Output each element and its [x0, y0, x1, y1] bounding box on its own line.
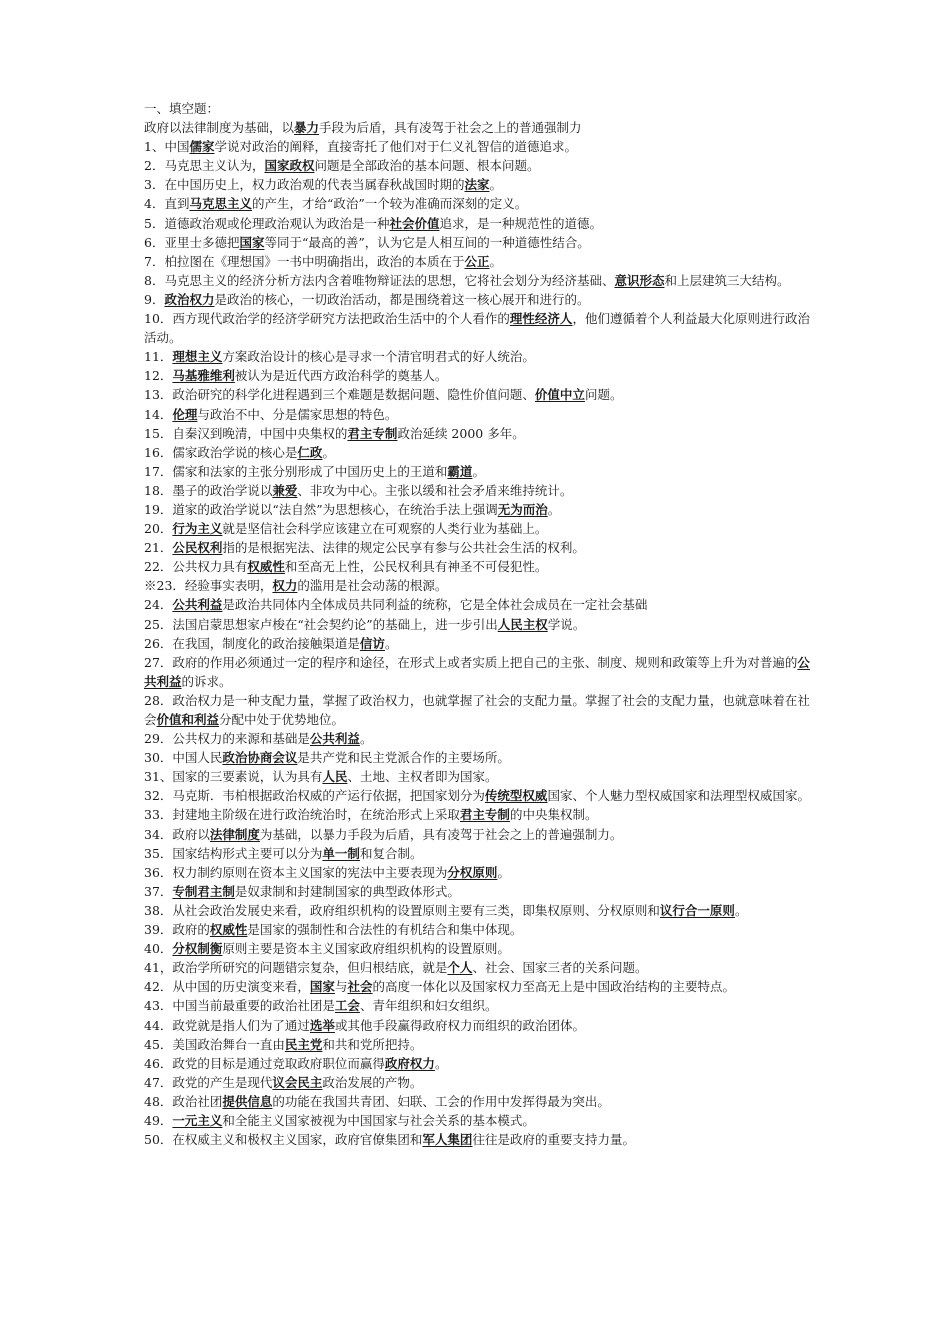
- question-text: 是政治的核心，一切政治活动，都是围绕着这一核心展开和进行的。: [214, 291, 590, 307]
- question-text: 38．从社会政治发展史来看，政府组织机构的设置原则主要有三类，即集权原则、分权原则和: [144, 902, 660, 918]
- question-item: [144, 519, 816, 538]
- question-item: [144, 137, 816, 156]
- question-text: 是共产党和民主党派合作的主要场所。: [297, 750, 510, 766]
- question-item: [144, 958, 816, 977]
- question-text: 7．柏拉图在《理想国》一书中明确指出，政治的本质在于: [144, 253, 465, 269]
- answer-text: 专制君主制: [172, 883, 235, 899]
- answer-text: 公共利益: [172, 597, 223, 613]
- question-text: 是政治共同体内全体成员共同利益的统称，它是全体社会成员在一定社会基础: [222, 597, 648, 613]
- answer-text: 社会: [347, 979, 373, 995]
- question-item: [144, 748, 816, 767]
- answer-text: 价值和利益: [156, 712, 220, 727]
- question-text: 10．西方现代政治学的经济学研究方法把政治生活中的个人看作的: [144, 311, 510, 327]
- question-text: 的滥用是社会动荡的根源。: [297, 578, 448, 594]
- question-text: 与: [334, 979, 348, 995]
- answer-text: 权威性: [247, 559, 285, 575]
- answer-text: 信访: [359, 635, 385, 651]
- question-item: [144, 901, 816, 920]
- answer-text: 工会: [334, 998, 360, 1014]
- answer-text: 君主专制: [347, 425, 398, 441]
- answer-text: 伦理: [172, 406, 198, 422]
- question-text: 46．政党的目标是通过竞取政府职位而赢得: [144, 1055, 385, 1071]
- answer-text: 儒家: [189, 139, 215, 155]
- question-text: 被认为是近代西方政治科学的奠基人。: [234, 368, 448, 384]
- section-heading: 一、填空题：: [144, 101, 220, 116]
- answer-text: 无为而治: [497, 501, 548, 517]
- question-text: 学说对政治的阐释，直接寄托了他们对于仁义礼智信的道德追求。: [214, 139, 577, 155]
- question-item: [144, 653, 816, 691]
- answer-text: 马克思主义: [189, 196, 252, 212]
- answer-text: 分权制衡: [172, 941, 223, 957]
- question-text: 13．政治研究的科学化进程遇到三个难题是数据问题、隐性价值问题、: [144, 387, 535, 403]
- question-item: [144, 500, 816, 519]
- question-item: [144, 1092, 816, 1111]
- answer-text: 政治协商会议: [222, 750, 298, 766]
- answer-text: 军人集团: [422, 1132, 473, 1148]
- question-item: [144, 385, 816, 404]
- question-text: 20．: [144, 521, 173, 537]
- question-text: 是国家的强制性和合法性的有机结合和集中体现。: [247, 922, 523, 938]
- question-item: [144, 996, 816, 1015]
- answer-text: 议行合一原则: [659, 902, 735, 918]
- question-text: 11．: [144, 349, 173, 365]
- question-item: [144, 576, 816, 595]
- question-text: 42．从中国的历史演变来看，: [144, 979, 310, 995]
- question-text: 19．道家的政治学说以“法自然”为思想核心，在统治手法上强调: [144, 501, 498, 517]
- answer-text: 社会价值: [389, 215, 440, 231]
- question-item: [144, 882, 816, 901]
- question-text: 。: [489, 253, 502, 269]
- question-text: 49．: [144, 1112, 173, 1128]
- question-text: ，他们遵循着个人利益最大化原则进行政治活动。: [144, 311, 810, 346]
- question-text: 分配中处于优势地位。: [219, 712, 345, 727]
- question-item: [144, 977, 816, 996]
- question-text: 。: [384, 635, 398, 651]
- answer-text: 议会民主: [272, 1074, 323, 1090]
- question-text: 政治发展的产物。: [322, 1074, 423, 1090]
- answer-text: 个人: [447, 960, 473, 976]
- question-text: 33．封建地主阶级在进行政治统治时，在统治形式上采取: [144, 807, 460, 823]
- answer-text: 人民主权: [497, 616, 548, 632]
- question-item: [144, 366, 816, 385]
- question-item: [144, 1111, 816, 1130]
- answer-text: 传统型权威: [484, 788, 548, 804]
- question-text: 。: [489, 177, 502, 193]
- answer-text: 仁政: [297, 444, 323, 460]
- question-text: 47．政党的产生是现代: [144, 1074, 273, 1090]
- question-text: 18．墨子的政治学说以: [144, 482, 273, 498]
- question-text: 方案政治设计的核心是寻求一个清官明君式的好人统治。: [222, 349, 535, 365]
- question-item: [144, 691, 816, 729]
- question-text: 35．国家结构形式主要可以分为: [144, 845, 323, 861]
- question-text: 14．: [144, 406, 173, 422]
- question-item: [144, 615, 816, 634]
- question-text: 3．在中国历史上，权力政治观的代表当属春秋战国时期的: [144, 177, 465, 193]
- answer-text: 公共利益: [309, 731, 360, 747]
- question-item: [144, 863, 816, 882]
- question-text: 原则主要是资本主义国家政府组织机构的设置原则。: [222, 941, 510, 957]
- question-item: [144, 214, 816, 233]
- answer-text: 君主专制: [459, 807, 510, 823]
- question-text: 34．政府以: [144, 826, 210, 842]
- answer-text: 选举: [309, 1017, 335, 1033]
- question-text: 政府以法律制度为基础，以: [144, 120, 295, 136]
- question-item: [144, 194, 816, 213]
- question-item: [144, 233, 816, 252]
- question-text: 往往是政府的重要支持力量。: [472, 1132, 635, 1148]
- answer-text: 法家: [464, 177, 490, 193]
- question-text: 政治延续 2000 多年。: [397, 425, 525, 441]
- question-text: 和共和党所把持。: [322, 1036, 423, 1052]
- answer-text: 理想主义: [172, 349, 223, 365]
- question-text: 24．: [144, 597, 173, 613]
- answer-text: 民主党: [284, 1036, 323, 1052]
- answer-text: 国家政权: [264, 158, 315, 174]
- answer-text: 权力: [272, 578, 298, 594]
- question-text: 问题。: [584, 387, 623, 403]
- question-item: [144, 175, 816, 194]
- answer-text: 国家: [309, 979, 335, 995]
- question-item: [144, 767, 816, 786]
- answer-text: 霸道: [447, 463, 473, 479]
- question-item: [144, 939, 816, 958]
- question-text: 和上层建筑三大结构。: [664, 272, 790, 288]
- question-text: 追求，是一种规范性的道德。: [439, 215, 602, 231]
- question-text: 的功能在我国共青团、妇联、工会的作用中发挥得最为突出。: [272, 1093, 610, 1109]
- question-text: 28．政治权力是一种支配力量，掌握了政治权力，也就掌握了社会的支配力量。掌握了社会的支配力量，也就意味着在社会: [144, 692, 810, 727]
- question-text: 的产生，才给“政治”一个较为准确而深刻的定义。: [251, 196, 528, 212]
- answer-text: 公共利益: [144, 654, 810, 689]
- question-text: 。: [359, 731, 373, 747]
- question-text: 的高度一体化以及国家权力至高无上是中国政治结构的主要特点。: [372, 979, 735, 995]
- question-text: 就是坚信社会科学应该建立在可观察的人类行业为基础上。: [222, 521, 548, 537]
- question-item: [144, 634, 816, 653]
- question-text: 手段为后盾，具有凌驾于社会之上的普通强制力: [319, 120, 582, 136]
- question-text: 。: [734, 902, 748, 918]
- question-text: 。: [434, 1055, 448, 1071]
- question-item: [144, 252, 816, 271]
- question-text: 为基础，以暴力手段为后盾，具有凌驾于社会之上的普遍强制力。: [259, 826, 623, 842]
- question-item: [144, 844, 816, 863]
- question-text: 、土地、主权者即为国家。: [347, 769, 498, 785]
- question-item: [144, 290, 816, 309]
- answer-text: 价值中立: [534, 387, 585, 403]
- question-item: [144, 481, 816, 500]
- question-text: 45．美国政治舞台一直由: [144, 1036, 285, 1052]
- answer-text: 马基雅维利: [172, 368, 235, 384]
- question-text: 、社会、国家三者的关系问题。: [472, 960, 648, 976]
- question-text: 37．: [144, 883, 173, 899]
- question-item: [144, 825, 816, 844]
- answer-text: 单一制: [322, 845, 360, 861]
- question-item: [144, 805, 816, 824]
- question-item: [144, 118, 816, 137]
- question-text: 和复合制。: [359, 845, 423, 861]
- question-text: 与政治不中、分是儒家思想的特色。: [197, 406, 398, 422]
- question-text: 。: [472, 463, 485, 479]
- question-item: [144, 786, 816, 805]
- question-item: [144, 920, 816, 939]
- question-text: 6．亚里士多德把: [144, 234, 240, 250]
- question-item: [144, 1054, 816, 1073]
- answer-text: 公民权利: [172, 540, 223, 556]
- question-text: 41，政治学所研究的问题错宗复杂，但归根结底，就是: [144, 960, 448, 976]
- question-text: 39．政府的: [144, 922, 210, 938]
- question-text: 48．政治社团: [144, 1093, 223, 1109]
- answer-text: 暴力: [294, 120, 320, 136]
- question-text: 1、中国: [144, 139, 190, 155]
- question-item: [144, 729, 816, 748]
- question-text: 的诉求。: [181, 673, 232, 689]
- question-text: 国家、个人魅力型权威国家和法理型权威国家。: [547, 788, 810, 804]
- question-text: 或其他手段赢得政府权力而组织的政治团体。: [334, 1017, 585, 1033]
- question-text: 44．政党就是指人们为了通过: [144, 1017, 310, 1033]
- question-text: 8．马克思主义的经济分析方法内含着唯物辩证法的思想，它将社会划分为经济基础、: [144, 272, 615, 288]
- question-text: 25．法国启蒙思想家卢梭在“社会契约论”的基础上，进一步引出: [144, 616, 498, 632]
- question-text: 。: [322, 444, 335, 460]
- answer-text: 意识形态: [614, 272, 665, 288]
- question-text: 36．权力制约原则在资本主义国家的宪法中主要表现为: [144, 864, 448, 880]
- question-text: 50．在权威主义和极权主义国家，政府官僚集团和: [144, 1132, 423, 1148]
- question-text: 、非攻为中心。主张以缓和社会矛盾来维持统计。: [297, 482, 573, 498]
- answer-text: 人民: [322, 769, 348, 785]
- question-item: [144, 1016, 816, 1035]
- question-item: [144, 271, 816, 290]
- question-item: [144, 156, 816, 175]
- answer-text: 一元主义: [172, 1112, 223, 1128]
- question-text: 2．马克思主义认为，: [144, 158, 265, 174]
- question-text: 32．马克斯．韦柏根据政治权威的产运行依据，把国家划分为: [144, 788, 485, 804]
- question-list: [144, 118, 816, 1149]
- question-text: 30．中国人民: [144, 750, 223, 766]
- answer-text: 行为主义: [172, 521, 223, 537]
- question-text: ※23．经验事实表明，: [144, 578, 273, 594]
- question-text: 问题是全部政治的基本问题、根本问题。: [314, 158, 540, 174]
- question-item: [144, 557, 816, 576]
- question-text: 16．儒家政治学说的核心是: [144, 444, 298, 460]
- question-item: [144, 424, 816, 443]
- answer-text: 提供信息: [222, 1093, 273, 1109]
- answer-text: 理性经济人: [509, 311, 573, 327]
- question-text: 指的是根据宪法、法律的规定公民享有参与公共社会生活的权利。: [222, 540, 585, 556]
- question-text: 22．公共权力具有: [144, 559, 248, 575]
- question-item: [144, 1130, 816, 1149]
- question-text: 29．公共权力的来源和基础是: [144, 731, 310, 747]
- question-text: 12．: [144, 368, 173, 384]
- question-text: 17．儒家和法家的主张分别形成了中国历史上的王道和: [144, 463, 448, 479]
- question-item: [144, 538, 816, 557]
- question-text: 、青年组织和妇女组织。: [359, 998, 498, 1014]
- question-text: 和至高无上性，公民权利具有神圣不可侵犯性。: [284, 559, 548, 575]
- question-text: 。: [547, 501, 561, 517]
- question-item: [144, 309, 816, 347]
- question-text: 4．直到: [144, 196, 190, 212]
- question-item: [144, 347, 816, 366]
- question-item: [144, 405, 816, 424]
- question-text: 9．: [144, 291, 165, 307]
- question-text: 43．中国当前最重要的政治社团是: [144, 998, 335, 1014]
- answer-text: 兼爱: [272, 482, 298, 498]
- answer-text: 权威性: [209, 922, 248, 938]
- answer-text: 公正: [464, 253, 490, 269]
- question-item: [144, 595, 816, 614]
- question-text: 27．政府的作用必须通过一定的程序和途径，在形式上或者实质上把自己的主张、制度、规则和政策等上升为对普遍的: [144, 654, 798, 670]
- question-item: [144, 443, 816, 462]
- question-text: 是奴隶制和封建制国家的典型政体形式。: [234, 883, 460, 899]
- question-text: 等同于“最高的善”，认为它是人相互间的一种道德性结合。: [264, 234, 590, 250]
- answer-text: 法律制度: [209, 826, 260, 842]
- question-text: 31、国家的三要素说，认为具有: [144, 769, 323, 785]
- question-text: 5．道德政治观或伦理政治观认为政治是一种: [144, 215, 390, 231]
- question-text: 40．: [144, 941, 173, 957]
- question-text: 26．在我国，制度化的政治接触渠道是: [144, 635, 360, 651]
- answer-text: 政治权力: [164, 291, 215, 307]
- question-item: [144, 462, 816, 481]
- question-text: 。: [497, 864, 510, 880]
- question-text: 的中央集权制。: [509, 807, 598, 823]
- answer-text: 国家: [239, 234, 265, 250]
- question-text: 学说。: [547, 616, 586, 632]
- question-text: 和全能主义国家被视为中国国家与社会关系的基本模式。: [222, 1112, 535, 1128]
- question-text: 15．自秦汉到晚清，中国中央集权的: [144, 425, 348, 441]
- document-body: [144, 99, 816, 1149]
- answer-text: 分权原则: [447, 864, 498, 880]
- question-item: [144, 1073, 816, 1092]
- answer-text: 政府权力: [384, 1055, 435, 1071]
- question-text: 21．: [144, 540, 173, 556]
- question-item: [144, 1035, 816, 1054]
